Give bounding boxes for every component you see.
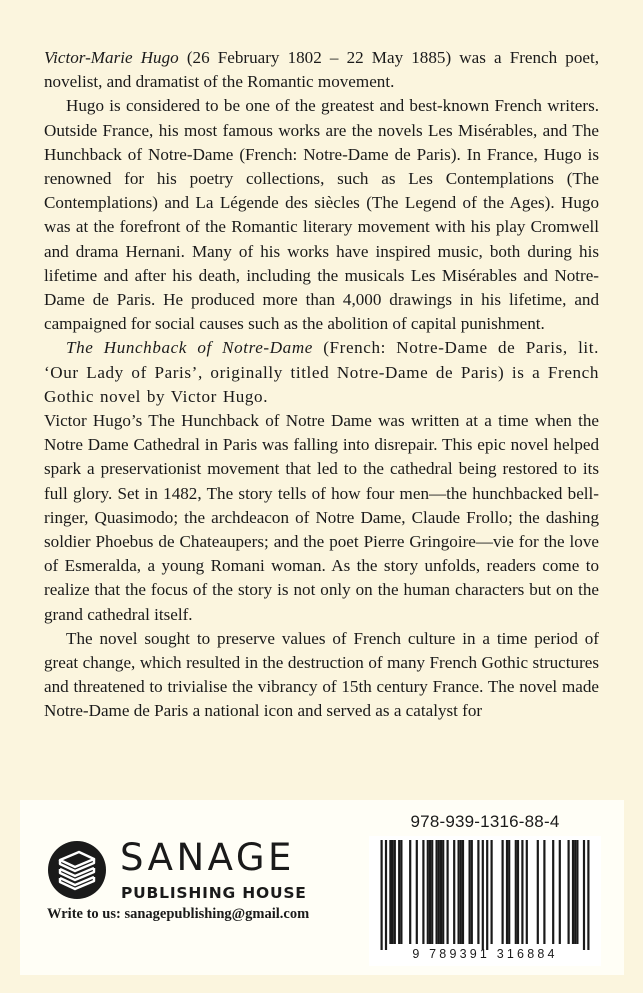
barcode-bar xyxy=(453,840,455,944)
paragraph-legacy: The novel sought to preserve values of French culture in a time period of great change, which resulted in the destruction of many French Gothic structures and threatened to trivialise the vibrancy of 15th century France. The novel made Notre-Dame de Paris a national icon and served as a catalyst for xyxy=(44,628,599,721)
barcode-bar xyxy=(543,840,545,944)
barcode-bar xyxy=(572,840,574,944)
paragraph-novel-intro xyxy=(44,336,599,409)
barcode-bar xyxy=(471,840,473,944)
barcode-bar xyxy=(552,840,554,944)
barcode-bar xyxy=(394,840,396,944)
isbn-barcode xyxy=(369,836,601,966)
publisher-name: SANAGE xyxy=(120,836,295,879)
barcode-bar xyxy=(526,840,528,944)
intro-text: (26 February 1802 – 22 May 1885) was a French poet, novelist, and dramatist of the Romantic movement. xyxy=(44,48,599,92)
barcode-digits: 9 789391 316884 xyxy=(412,947,558,961)
barcode-bar xyxy=(442,840,444,944)
barcode-bar xyxy=(398,840,400,944)
barcode-bar xyxy=(537,840,539,944)
barcode-bar xyxy=(462,840,464,944)
barcode-bar xyxy=(491,840,493,944)
barcode-bar xyxy=(559,840,561,944)
publisher-subtitle: PUBLISHING HOUSE xyxy=(121,884,307,902)
isbn-number: 978-939-1316-88-4 xyxy=(410,812,560,831)
barcode-bar xyxy=(381,840,383,950)
barcode-bar xyxy=(436,840,438,944)
barcode-bar xyxy=(506,840,508,944)
barcode-bar xyxy=(576,840,578,944)
barcode-bar xyxy=(431,840,433,944)
barcode-bar xyxy=(515,840,517,944)
paragraph-intro xyxy=(44,46,599,94)
barcode-bar xyxy=(477,840,479,944)
publisher-contact: Write to us: sanagepublishing@gmail.com xyxy=(47,906,310,922)
barcode-bar xyxy=(400,840,402,944)
barcode-bar xyxy=(517,840,519,944)
barcode-bar xyxy=(429,840,431,944)
novel-intro-text: (French: Notre-Dame de Paris, lit. ‘Our Lady of Paris’, originally titled Notre-Dame de Paris) is a French Gothic novel by Victor Hugo. xyxy=(44,338,599,406)
barcode-bar xyxy=(392,840,394,944)
barcode-bar xyxy=(458,840,460,944)
barcode-bar xyxy=(469,840,471,944)
barcode-bar xyxy=(574,840,576,944)
barcode-bar xyxy=(508,840,510,944)
barcode-bar xyxy=(385,840,387,950)
barcode-bar xyxy=(486,840,488,950)
books-stack-icon xyxy=(48,841,106,899)
barcode-bar xyxy=(502,840,504,944)
barcode-bar xyxy=(389,840,391,944)
barcode-bar xyxy=(587,840,589,950)
barcode-bar xyxy=(422,840,424,944)
barcode-bar xyxy=(427,840,429,944)
paragraph-plot: Victor Hugo’s The Hunchback of Notre Dame was written at a time when the Notre Dame Cathedral in Paris was falling into disrepair. This epic novel helped spark a preservationist movement that led to the cathedral being restored to its full glory. Set in 1482, The story tells of how four men—the hunchbacked bell-ringer, Quasimodo; the archdeacon of Notre Dame, Claude Frollo; the dashing soldier Phoebus de Chateaupers; and the poet Pierre Gringoire—vie for the love of Esmeralda, a young Romani woman. As the story unfolds, readers come to realize that the focus of the story is not only on the human characters but on the grand cathedral itself. xyxy=(44,411,599,624)
barcode-bar xyxy=(416,840,418,944)
paragraph-works: Hugo is considered to be one of the greatest and best-known French writers. Outside France, his most famous works are the novels Les Misérables, and The Hunchback of Notre-Dame (French: Notre-Dame de Paris). In France, Hugo is renowned for his poetry collections, such as Les Contemplations (The Contemplations) and La Légende des siècles (The Legend of the Ages). Hugo was at the forefront of the Romantic literary movement with his play Cromwell and drama Hernani. Many of his works have inspired music, both during his lifetime and after his death, including the musicals Les Misérables and Notre-Dame de Paris. He produced more than 4,000 drawings in his lifetime, and campaigned for social causes such as the abolition of capital punishment. xyxy=(44,96,599,334)
barcode-bar xyxy=(583,840,585,950)
barcode-bar xyxy=(521,840,523,944)
barcode-bar xyxy=(409,840,411,944)
back-cover-description xyxy=(44,46,599,724)
barcode-bar xyxy=(482,840,484,950)
barcode-bar xyxy=(438,840,440,944)
barcode-bar xyxy=(440,840,442,944)
barcode-bar xyxy=(568,840,570,944)
barcode-bar xyxy=(447,840,449,944)
author-full-name: Victor-Marie Hugo xyxy=(44,48,179,67)
barcode-bar xyxy=(460,840,462,944)
novel-title: The Hunchback of Notre-Dame xyxy=(66,338,313,358)
